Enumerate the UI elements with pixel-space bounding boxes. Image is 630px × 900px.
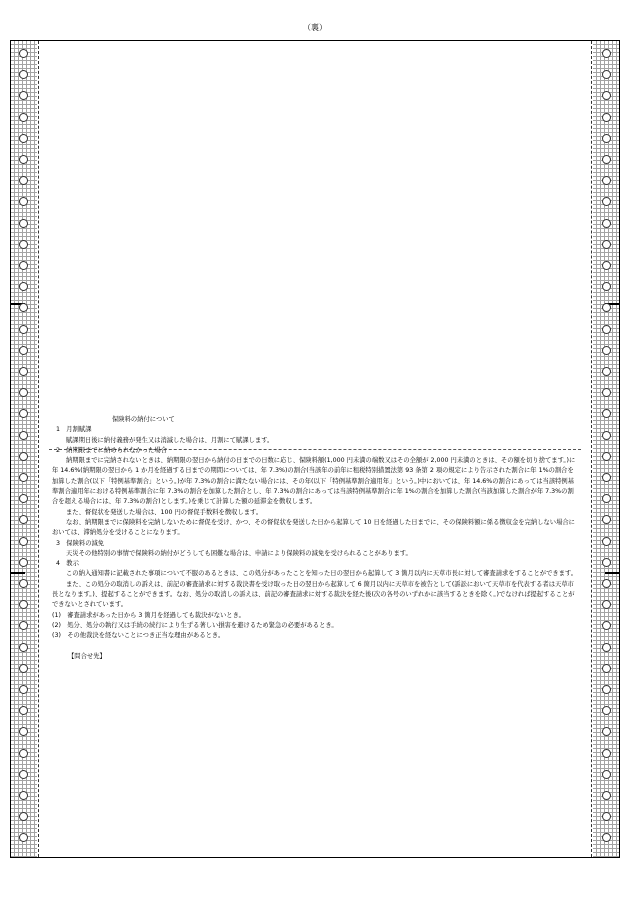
tractor-hole [602, 240, 611, 249]
right-tear-mark-lower [605, 572, 619, 574]
section-paragraph: また、この処分の取消しの訴えは、前記の審査請求に対する裁決書を受け取った日の翌日から起算して 6 箇月以内に天草市を被告として(訴訟において天草市を代表する者は天草市長となります。)、提起することができます。なお、処分の取消しの訴えは、前記の審査請求に対する裁決を経た後(次の各号のいずれかに該当するときを除く。)でなければ提起することができないとされています。 [52, 580, 575, 609]
left-perforation [38, 41, 39, 857]
right-perforation [591, 41, 592, 857]
tractor-hole [19, 49, 28, 58]
tractor-hole [602, 134, 611, 143]
tractor-hole [602, 791, 611, 800]
section-paragraph: 納期限までに完納されないときは、納期限の翌日から納付の日までの日数に応じ、保険料額(1,000 円未満の端数又はその全額が 2,000 円未満のときは、その額を切り捨てます。)に年 14.6%(納期限の翌日から 1 か月を経過する日までの期間については、年 7.3%)の割合(当該年の前年に租税特別措置法第 93 条第 2 項の規定により告示された割合に年 1%の割合を加算した割合(以下「特例基準割合」という。)が年 7.3%の割合に満たない場合には、その年(以下「特例基準割合適用年」という。)中においては、年 14.6%の割合にあっては当該特例基準割合適用年における特例基準割合に年 7.3%の割合を加算した割合とし、年 7.3%の割合にあっては当該特例基準割合に年 1%の割合を加算した割合(当該加算した割合が年 7.3%の割合を超える場合には、年 7.3%の割合)とします。)を乗じて計算した額の延滞金を徴収します。 [52, 457, 576, 506]
tractor-hole [602, 579, 611, 588]
section-paragraph: また、督促状を発送した場合は、100 円の督促手数料を徴収します。 [66, 508, 263, 516]
section-heading: 2 納期限までに納められなかった場合 [56, 446, 168, 454]
tractor-hole [602, 325, 611, 334]
section-heading: 4 教示 [56, 560, 79, 568]
tractor-hole [602, 261, 611, 270]
tractor-hole [602, 558, 611, 567]
tractor-hole [19, 155, 28, 164]
side-label: （裏） [303, 23, 327, 32]
tractor-hole [19, 579, 28, 588]
tractor-hole [602, 537, 611, 546]
tractor-hole [602, 367, 611, 376]
left-tear-mark-lower [11, 572, 25, 574]
tractor-hole [19, 431, 28, 440]
notice-title: 保険料の納付について [112, 416, 175, 423]
tractor-hole [602, 770, 611, 779]
tractor-hole [19, 240, 28, 249]
tractor-hole [602, 685, 611, 694]
tractor-hole [602, 749, 611, 758]
section-paragraph: この納入通知書に記載された事項について不服のあるときは、この処分があったことを知った日の翌日から起算して 3 箇月以内に天草市長に対して審査請求をすることができます。 [66, 570, 578, 578]
tractor-hole [19, 749, 28, 758]
section-paragraph: 賦課期日後に納付義務が発生又は消滅した場合は、月割にて賦課します。 [66, 436, 274, 444]
payment-notice [52, 415, 580, 662]
inquiry-label: 【問合せ先】 [68, 652, 106, 660]
tractor-hole [602, 643, 611, 652]
tractor-hole [19, 219, 28, 228]
tractor-hole [19, 113, 28, 122]
tractor-hole [19, 452, 28, 461]
tractor-hole [602, 473, 611, 482]
tractor-hole [19, 261, 28, 270]
section-paragraph: なお、納期限までに保険料を完納しないために督促を受け、かつ、その督促状を発送した日から起算して 10 日を経過した日までに、その保険料額に係る徴収金を完納しない場合においては、滞納処分を受けることになります。 [52, 518, 575, 537]
tractor-hole [19, 537, 28, 546]
tractor-hole [19, 770, 28, 779]
section-paragraph: 天災その他特別の事情で保険料の納付がどうしても困難な場合は、申請により保険料の減免を受けられることがあります。 [66, 549, 412, 557]
list-item: (2) 処分、処分の執行又は手続の続行により生ずる著しい損害を避けるため緊急の必要があるとき。 [52, 621, 338, 629]
tractor-hole [602, 49, 611, 58]
tractor-hole [602, 346, 611, 355]
tractor-hole [602, 664, 611, 673]
tractor-hole [19, 685, 28, 694]
tractor-hole [19, 346, 28, 355]
tractor-hole [19, 791, 28, 800]
tractor-hole [19, 367, 28, 376]
tractor-hole [602, 113, 611, 122]
list-item: (1) 審査請求があった日から 3 箇月を経過しても裁決がないとき。 [52, 611, 245, 619]
tractor-hole [19, 325, 28, 334]
tractor-hole [19, 473, 28, 482]
list-item: (3) その他裁決を経ないことにつき正当な理由があるとき。 [52, 632, 225, 640]
tractor-hole [602, 431, 611, 440]
tractor-hole [19, 558, 28, 567]
tractor-hole [602, 219, 611, 228]
section-heading: 3 保険料の減免 [56, 539, 105, 547]
section-heading: 1 月割賦課 [56, 426, 92, 434]
tractor-hole [602, 155, 611, 164]
tractor-hole [19, 664, 28, 673]
tractor-hole [19, 643, 28, 652]
tractor-hole [602, 452, 611, 461]
tractor-hole [19, 134, 28, 143]
